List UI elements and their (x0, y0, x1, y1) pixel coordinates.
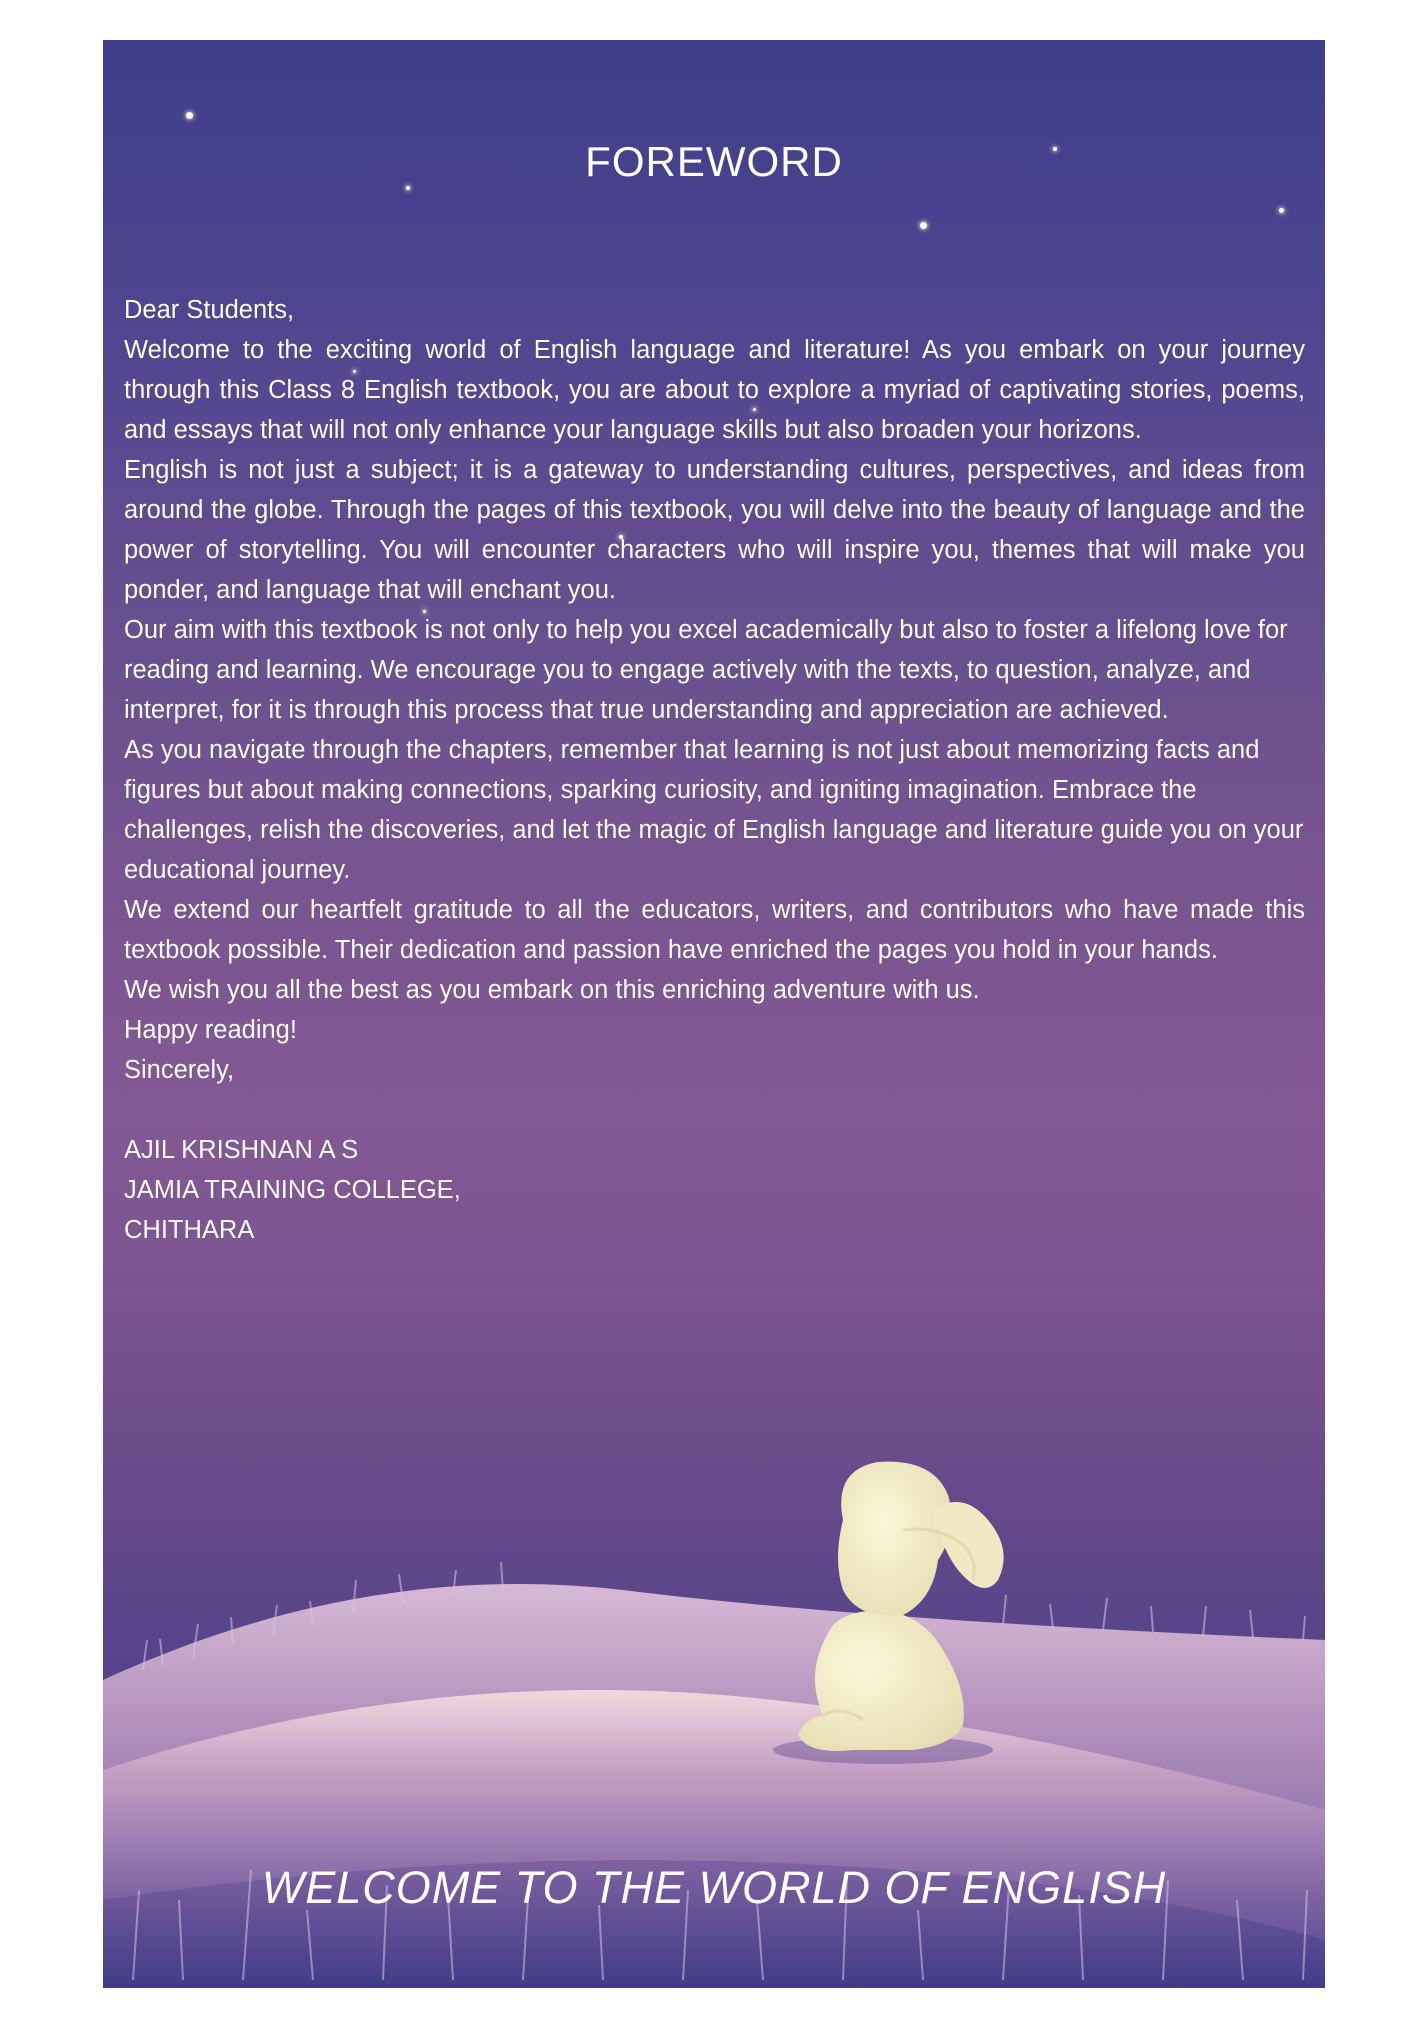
star-icon (1279, 208, 1284, 213)
page-title: FOREWORD (585, 138, 843, 185)
signature-institution: JAMIA TRAINING COLLEGE, (124, 1176, 461, 1204)
letter-paragraph: As you navigate through the chapters, remember that learning is not just about memorizing facts and figures but about making connections, sparking curiosity, and igniting imagination. Embrace the challenges, relish the discoveries, and let the magic of English language and literature guide you on your educational journey. (124, 736, 1304, 884)
sign-off: Sincerely, (124, 1056, 235, 1084)
letter-paragraph: English is not just a subject; it is a gateway to understanding cultures, perspectives, and ideas from around the globe. Through the pages of this textbook, you will delve into the beauty of language and the power of storytelling. You will encounter characters who will inspire you, themes that will make you ponder, and language that will enchant you. (124, 456, 1305, 604)
closing-line: Happy reading! (124, 1016, 297, 1044)
letter-paragraph: Welcome to the exciting world of English language and literature! As you embark on your journey through this Class 8 English textbook, you are about to explore a myriad of captivating stories, poems, and essays that will not only enhance your language skills but also broaden your horizons. (124, 336, 1305, 444)
star-icon (920, 222, 927, 229)
signature-name: AJIL KRISHNAN A S (124, 1136, 359, 1164)
foreword-letter (124, 290, 1305, 1250)
footer-title: WELCOME TO THE WORLD OF ENGLISH (261, 1862, 1167, 1913)
letter-paragraph: Our aim with this textbook is not only to help you excel academically but also to foster a lifelong love for reading and learning. We encourage you to engage actively with the texts, to question, analyze, and interpret, for it is through this process that true understanding and appreciation are achieved. (124, 616, 1288, 724)
star-icon (186, 112, 193, 119)
salutation: Dear Students, (124, 296, 295, 324)
letter-paragraph: We extend our heartfelt gratitude to all the educators, writers, and contributors who have made this textbook possible. Their dedication and passion have enriched the pages you hold in your hands. (124, 896, 1305, 964)
letter-paragraph: We wish you all the best as you embark on this enriching adventure with us. (124, 976, 980, 1004)
signature-place: CHITHARA (124, 1216, 255, 1244)
star-icon (406, 186, 410, 190)
rabbit-illustration (763, 1450, 1063, 1770)
foreword-poster (103, 40, 1325, 1988)
